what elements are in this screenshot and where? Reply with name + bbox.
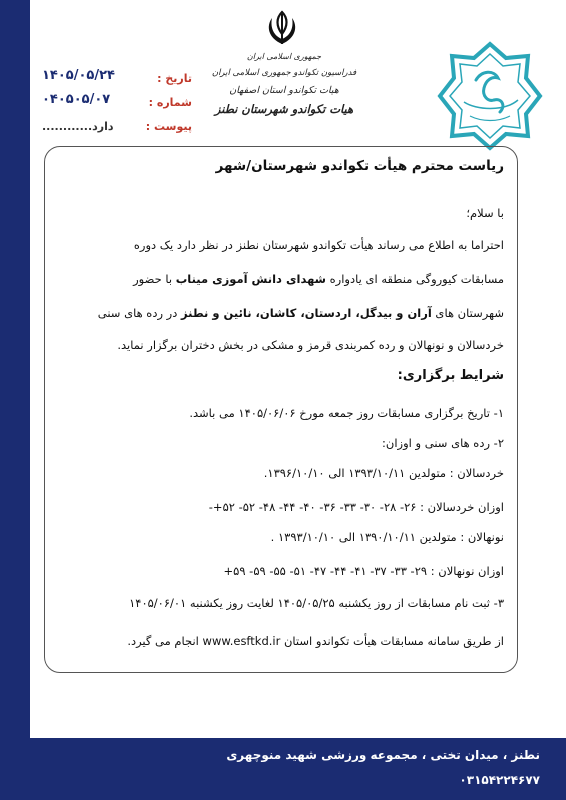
footer-address: نطنز ، میدان تختی ، مجموعه ورزشی شهید منوچهری <box>226 748 540 762</box>
footer-bar <box>0 738 566 800</box>
header-line-country: جمهوری اسلامی ایران <box>246 52 322 61</box>
conditions-title: شرایط برگزاری: <box>397 368 504 383</box>
attachment-value: دارد............ <box>42 120 114 133</box>
paragraph-line-2-part-c: با حضور <box>133 272 176 286</box>
paragraph-line-3-part-c: در رده های سنی <box>97 306 181 320</box>
taekwondo-board-logo <box>436 40 544 152</box>
condition-kids-births: خردسالان : متولدین ۱۳۹۳/۱۰/۱۱ الی ۱۳۹۶/۱۰/۱۰. <box>263 466 504 480</box>
condition-registration: ۳- ثبت نام مسابقات از روز یکشنبه ۱۴۰۵/۰۵/۲۵ لغایت روز یکشنبه ۱۴۰۵/۰۶/۰۱ <box>129 596 504 610</box>
paragraph-line-1: احتراما به اطلاع می رساند هیأت تکواندو شهرستان نطنز در نظر دارد یک دوره <box>133 238 504 252</box>
participating-cities: آران و بیدگل، اردستان، کاشان، نائین و نطنز <box>181 306 432 320</box>
meta-attachment-row <box>42 116 192 140</box>
meta-date-row <box>42 68 192 92</box>
header-line-city: هیات تکواندو شهرستان نطنز <box>214 102 354 116</box>
greeting: با سلام؛ <box>466 206 504 220</box>
letter-recipient: ریاست محترم هیأت تکواندو شهرستان/شهر <box>215 158 504 174</box>
number-value: ۰۴۰۵۰۵/۰۷ <box>42 92 111 107</box>
header-line-province: هیات تکواندو استان اصفهان <box>229 85 339 96</box>
condition-kids-weights: اوزان خردسالان : ۲۶- ۲۸- ۳۰- ۳۳- ۳۶- ۴۰- ۴۴- ۴۸- ۵۲- ۵۲+- <box>208 500 504 514</box>
letter-meta <box>42 68 192 140</box>
event-name: شهدای دانش آموزی میناب <box>175 272 326 286</box>
number-label: شماره : <box>148 96 192 109</box>
condition-age-groups: ۲- رده های سنی و اوزان: <box>382 436 504 450</box>
header-line-federation: فدراسیون تکواندو جمهوری اسلامی ایران <box>211 68 357 78</box>
condition-registration-site: از طریق سامانه مسابقات هیأت تکواندو استان www.esftkd.ir انجام می گیرد. <box>127 634 504 648</box>
paragraph-line-2 <box>133 272 504 286</box>
condition-juniors-weights: اوزان نونهالان : ۲۹- ۳۳- ۳۷- ۴۱- ۴۴- ۴۷- ۵۱- ۵۵- ۵۹- ۵۹+ <box>223 564 504 578</box>
attachment-label: پیوست : <box>145 120 192 133</box>
footer-phone: ۰۳۱۵۴۲۲۴۶۷۷ <box>459 773 540 787</box>
condition-date: ۱- تاریخ برگزاری مسابقات روز جمعه مورخ ۱۴۰۵/۰۶/۰۶ می باشد. <box>189 406 504 420</box>
left-accent-strip <box>0 0 30 800</box>
meta-number-row <box>42 92 192 116</box>
date-value: ۱۴۰۵/۰۵/۲۴ <box>42 68 115 83</box>
paragraph-line-4: خردسالان و نونهالان و رده کمربندی قرمز و مشکی در بخش دختران برگزار نماید. <box>117 338 504 352</box>
date-label: تاریخ : <box>157 72 192 85</box>
header-titles <box>196 46 372 116</box>
condition-juniors-births: نونهالان : متولدین ۱۳۹۰/۱۰/۱۱ الی ۱۳۹۳/۱۰/۱۰ . <box>270 530 504 544</box>
paragraph-line-3 <box>98 306 504 320</box>
paragraph-line-3-part-a: شهرستان های <box>431 306 504 320</box>
paragraph-line-2-part-a: مسابقات کیوروگی منطقه ای یادواره <box>326 272 504 286</box>
